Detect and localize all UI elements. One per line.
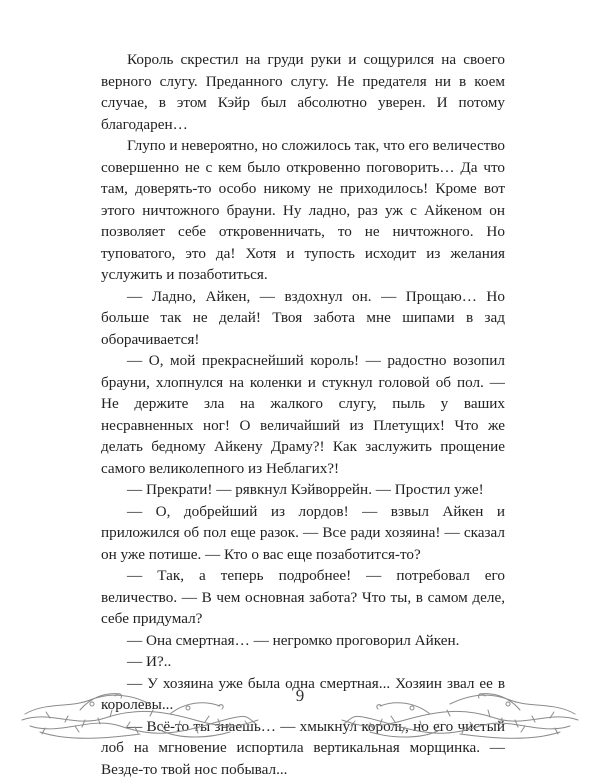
paragraph: — Прекрати! — рявкнул Кэйворрейн. — Простил уже! <box>101 479 505 501</box>
paragraph: — О, добрейший из лордов! — взвыл Айкен и приложился об пол еще разок. — Все ради хозяина! — сказал он уже потише. — Кто о вас еще позаботится-то? <box>101 501 505 566</box>
paragraph: Глупо и невероятно, но сложилось так, что его величество совершенно не с кем было откровенно поговорить… Да что там, доверять-то особо никому не приходилось! Кроме вот этого ничтожного брауни. Ну ладно, раз уж с Айкеном он позволяет себе откровенничать, то не ничтожного. Но туповатого, это да! Хотя и тупость исходит из желания услужить и позаботиться. <box>101 135 505 286</box>
paragraph: Король скрестил на груди руки и сощурился на своего верного слугу. Преданного слугу. Не предателя ни в коем случае, в этом Кэйр был абсолютно уверен. И потому благодарен… <box>101 49 505 135</box>
paragraph: — Всё-то ты знаешь… — хмыкнул король, но его чистый лоб на мгновение испортила вертикальная морщинка. — Везде-то твой нос побывал... <box>101 716 505 780</box>
paragraph: — У хозяина уже была одна смертная... Хозяин звал ее в королевы... <box>101 673 505 716</box>
page-number: 9 <box>0 686 600 706</box>
paragraph: — Так, а теперь подробнее! — потребовал его величество. — В чем основная забота? Что ты, в самом деле, себе придумал? <box>101 565 505 630</box>
paragraph: — О, мой прекраснейший король! — радостно возопил брауни, хлопнулся на коленки и стукнул головой об пол. — Не держите зла на жалкого слугу, пыль у ваших несравненных ног! О величайший из Плетущих! Что же делать бедному Айкену Драму?! Как заслужить прощение самого великолепного из Неблагих?! <box>101 350 505 479</box>
paragraph: — И?.. <box>101 651 505 673</box>
paragraph: — Она смертная… — негромко проговорил Айкен. <box>101 630 505 652</box>
body-text <box>101 49 505 780</box>
paragraph: — Ладно, Айкен, — вздохнул он. — Прощаю… Но больше так не делай! Твоя забота мне шипами в зад оборачивается! <box>101 286 505 351</box>
